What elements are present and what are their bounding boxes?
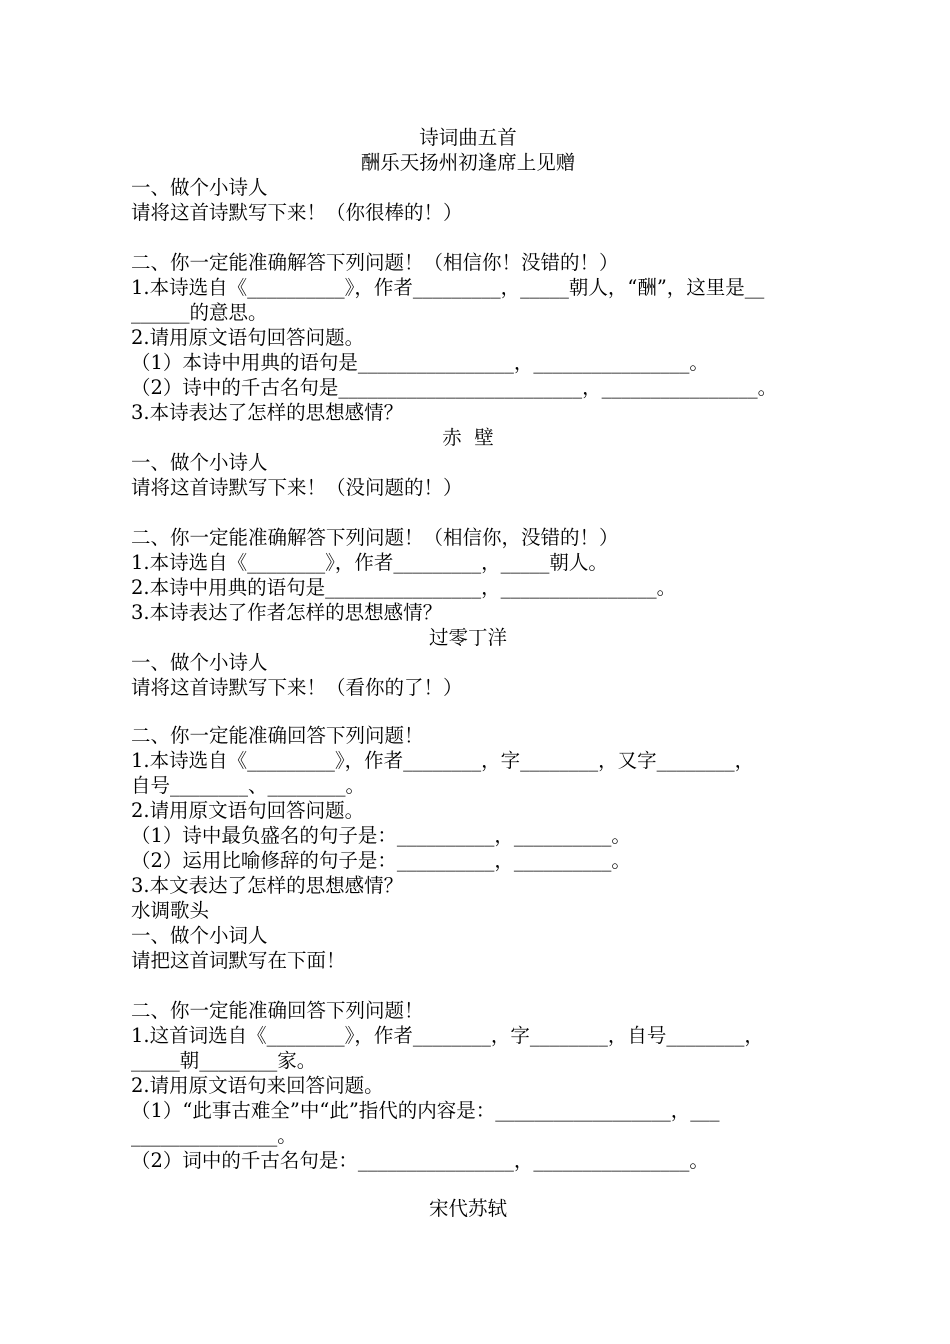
task1-prompt-1: 请将这首诗默写下来！（你很棒的！） (131, 201, 463, 224)
task2-heading-4: 二、你一定能准确回答下列问题！ (131, 999, 424, 1022)
task1-heading-2: 一、做个小诗人 (131, 451, 268, 474)
question-3-2-1: （1）诗中最负盛名的句子是：__________，__________。 (131, 824, 631, 847)
question-2-2: 2.本诗中用典的语句是________________，________________。 (131, 576, 677, 599)
question-4-2-2: （2）词中的千古名句是：________________，________________。 (131, 1149, 709, 1172)
footer-author: 宋代苏轼 (428, 1197, 507, 1220)
question-3-1-cont: 自号________、________。 (131, 774, 366, 797)
question-1-1: 1.本诗选自《__________》，作者_________，_____朝人，“酬”，这里是__ (131, 276, 765, 299)
question-3-2-2: （2）运用比喻修辞的句子是：__________，__________。 (131, 849, 631, 872)
task2-heading-2: 二、你一定能准确解答下列问题！（相信你，没错的！） (131, 526, 619, 549)
page-title: 诗词曲五首 (419, 126, 517, 149)
task1-prompt-3: 请将这首诗默写下来！（看你的了！） (131, 676, 463, 699)
question-3-3: 3.本文表达了怎样的思想感情？ (131, 874, 404, 897)
question-2-1: 1.本诗选自《________》，作者_________，_____朝人。 (131, 551, 608, 574)
poem-title-1: 酬乐天扬州初逢席上见赠 (360, 151, 576, 174)
poem-title-2: 赤 壁 (442, 426, 494, 449)
task1-heading-4: 一、做个小词人 (131, 924, 268, 947)
task1-prompt-2: 请将这首诗默写下来！（没问题的！） (131, 476, 463, 499)
question-3-2: 2.请用原文语句回答问题。 (131, 799, 365, 822)
question-1-3: 3.本诗表达了怎样的思想感情？ (131, 401, 404, 424)
poem-title-4: 水调歌头 (131, 899, 210, 922)
question-4-1: 1.这首词选自《________》，作者________，字________，自号________， (131, 1024, 764, 1047)
question-1-2-2: （2）诗中的千古名句是_________________________，________________。 (131, 376, 778, 399)
task1-heading-1: 一、做个小诗人 (131, 176, 268, 199)
question-4-2-1: （1）“此事古难全”中“此”指代的内容是：__________________，___ (131, 1099, 720, 1122)
question-1-2: 2.请用原文语句回答问题。 (131, 326, 365, 349)
question-1-1-cont: ______的意思。 (131, 301, 268, 324)
question-4-2: 2.请用原文语句来回答问题。 (131, 1074, 384, 1097)
task1-heading-3: 一、做个小诗人 (131, 651, 268, 674)
task2-heading-1: 二、你一定能准确解答下列问题！（相信你！没错的！） (131, 251, 619, 274)
question-4-1-cont: _____朝________家。 (131, 1049, 317, 1072)
question-2-3: 3.本诗表达了作者怎样的思想感情？ (131, 601, 443, 624)
task1-prompt-4: 请把这首词默写在下面！ (131, 949, 346, 972)
question-3-1: 1.本诗选自《_________》，作者________，字________，又字________， (131, 749, 755, 772)
task2-heading-3: 二、你一定能准确回答下列问题！ (131, 724, 424, 747)
poem-title-3: 过零丁洋 (428, 626, 507, 649)
question-1-2-1: （1）本诗中用典的语句是________________，________________。 (131, 351, 709, 374)
question-4-2-1-cont: _______________。 (131, 1124, 297, 1147)
